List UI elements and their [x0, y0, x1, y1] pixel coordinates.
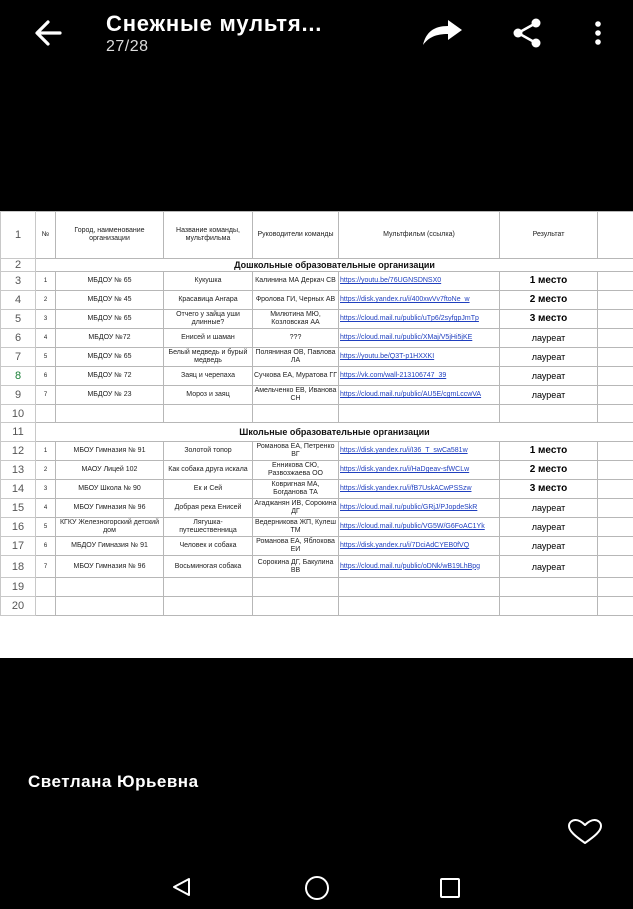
table-row [1, 556, 633, 578]
cell-num: 1 [36, 442, 56, 461]
empty-cell [253, 405, 339, 423]
cell-organization: МБОУ Гимназия № 91 [56, 442, 164, 461]
cell-leaders: Сучкова ЕА, Муратова ГГ [253, 367, 339, 386]
row-number: 15 [1, 499, 36, 518]
cell-num: 4 [36, 329, 56, 348]
header-cartoon: Мультфильм (ссылка) [339, 212, 500, 259]
caption-author: Светлана Юрьевна [28, 772, 199, 791]
cartoon-link[interactable]: https://disk.yandex.ru/i/fB7UskACwPSSzw [339, 480, 500, 499]
row-number: 11 [1, 423, 36, 442]
triangle-back-icon [170, 876, 192, 898]
row-number: 6 [1, 329, 36, 348]
cell-organization: МБДОУ № 65 [56, 310, 164, 329]
cell-organization: КГКУ Железногорский детский дом [56, 518, 164, 537]
empty-cell [500, 578, 598, 597]
cell-team: Мороз и заяц [164, 386, 253, 405]
cell-result: 1 место [500, 272, 598, 291]
cell-team: Заяц и черепаха [164, 367, 253, 386]
cell-num: 2 [36, 291, 56, 310]
back-button[interactable] [30, 16, 70, 50]
row-number: 18 [1, 556, 36, 578]
cell-organization: МБДОУ № 65 [56, 348, 164, 367]
row-number: 9 [1, 386, 36, 405]
cell-result: 3 место [500, 310, 598, 329]
empty-cell [598, 461, 633, 480]
cell-organization: МБДОУ № 65 [56, 272, 164, 291]
cartoon-link[interactable]: https://disk.yandex.ru/i/7DciAdCYEB0fVQ [339, 537, 500, 556]
cell-num: 2 [36, 461, 56, 480]
empty-cell [598, 499, 633, 518]
square-recent-icon [439, 877, 461, 899]
results-table [0, 211, 633, 616]
cell-leaders: Милютина МЮ, Козловская АА [253, 310, 339, 329]
row-number: 7 [1, 348, 36, 367]
table-row [1, 499, 633, 518]
empty-cell [500, 405, 598, 423]
cell-result: 2 место [500, 291, 598, 310]
empty-cell [598, 518, 633, 537]
cell-result: 3 место [500, 480, 598, 499]
share-button[interactable] [510, 16, 544, 50]
empty-cell [339, 578, 500, 597]
row-number: 13 [1, 461, 36, 480]
cell-num: 7 [36, 386, 56, 405]
row-number: 14 [1, 480, 36, 499]
cell-num: 6 [36, 367, 56, 386]
empty-cell [253, 597, 339, 616]
empty-cell [598, 348, 633, 367]
cell-leaders: Фролова ГИ, Черных АВ [253, 291, 339, 310]
cell-leaders: Калинина МА Деркач СВ [253, 272, 339, 291]
spreadsheet-photo[interactable] [0, 211, 633, 658]
table-row [1, 442, 633, 461]
table-row [1, 423, 633, 442]
cell-leaders: Поляниная ОВ, Павлова ЛА [253, 348, 339, 367]
row-number: 8 [1, 367, 36, 386]
table-row [1, 578, 633, 597]
nav-recent-apps-button[interactable] [439, 877, 461, 899]
share-icon [510, 16, 544, 50]
cell-num: 3 [36, 310, 56, 329]
empty-cell [36, 597, 56, 616]
empty-cell [598, 442, 633, 461]
cell-num: 6 [36, 537, 56, 556]
cartoon-link[interactable]: https://cloud.mail.ru/public/XMaj/V5jHi5jKE [339, 329, 500, 348]
cell-result: лауреат [500, 537, 598, 556]
cell-result: 1 место [500, 442, 598, 461]
cell-result: лауреат [500, 499, 598, 518]
table-row [1, 405, 633, 423]
empty-cell [56, 405, 164, 423]
empty-cell [253, 578, 339, 597]
arrow-left-icon [30, 16, 70, 50]
table-row [1, 480, 633, 499]
header-leaders: Руководители команды [253, 212, 339, 259]
table-row [1, 310, 633, 329]
cell-team: Ек и Сей [164, 480, 253, 499]
empty-cell [36, 405, 56, 423]
like-button[interactable] [566, 818, 604, 846]
empty-cell [598, 480, 633, 499]
table-row [1, 291, 633, 310]
table-row [1, 212, 633, 259]
row-number: 3 [1, 272, 36, 291]
empty-cell [164, 405, 253, 423]
cell-team: Золотой топор [164, 442, 253, 461]
empty-cell [339, 597, 500, 616]
empty-cell [598, 272, 633, 291]
cell-team: Кукушка [164, 272, 253, 291]
row-number: 19 [1, 578, 36, 597]
cell-team: Как собака друга искала [164, 461, 253, 480]
table-row [1, 518, 633, 537]
empty-cell [598, 291, 633, 310]
cartoon-link[interactable]: https://youtu.be/76UGNSDNSX0 [339, 272, 500, 291]
album-title: Снежные мультя... [106, 11, 323, 36]
cell-team: Енисей и шаман [164, 329, 253, 348]
cell-organization: МБОУ Гимназия № 96 [56, 499, 164, 518]
cell-leaders: ??? [253, 329, 339, 348]
cell-num: 7 [36, 556, 56, 578]
header-num: № [36, 212, 56, 259]
cell-organization: МБДОУ №72 [56, 329, 164, 348]
cell-organization: МАОУ Лицей 102 [56, 461, 164, 480]
cell-num: 1 [36, 272, 56, 291]
cell-team: Белый медведь и бурый медведь [164, 348, 253, 367]
table-row [1, 386, 633, 405]
cell-result: лауреат [500, 348, 598, 367]
forward-arrow-icon [420, 18, 466, 48]
cartoon-link[interactable]: https://youtu.be/Q3T-p1HXXKI [339, 348, 500, 367]
cell-leaders: Агаджанян ИВ, Сорокина ДГ [253, 499, 339, 518]
empty-cell [598, 367, 633, 386]
row-number: 5 [1, 310, 36, 329]
cell-organization: МБДОУ № 72 [56, 367, 164, 386]
row-number: 17 [1, 537, 36, 556]
empty-cell [598, 537, 633, 556]
table-row [1, 329, 633, 348]
cartoon-link[interactable]: https://vk.com/wall-213106747_39 [339, 367, 500, 386]
cell-result: лауреат [500, 556, 598, 578]
system-navigation-bar [0, 860, 633, 909]
cell-leaders: Ковригная МА, Богданова ТА [253, 480, 339, 499]
table-row [1, 537, 633, 556]
cell-num: 3 [36, 480, 56, 499]
table-row [1, 259, 633, 272]
cell-team: Восьминогая собака [164, 556, 253, 578]
cartoon-link[interactable]: https://disk.yandex.ru/i/400xwVv7ftoNe_w [339, 291, 500, 310]
header-team: Название команды, мультфильма [164, 212, 253, 259]
empty-cell [598, 556, 633, 578]
cartoon-link[interactable]: https://disk.yandex.ru/i/I36_T_swCa581w [339, 442, 500, 461]
cell-leaders: Ведерникова ЖП, Кулеш ТМ [253, 518, 339, 537]
empty-cell [56, 578, 164, 597]
row-number: 10 [1, 405, 36, 423]
cell-result: лауреат [500, 329, 598, 348]
cartoon-link[interactable]: https://cloud.mail.ru/public/uTp6/2syfgpJmTp [339, 310, 500, 329]
table-row [1, 367, 633, 386]
nav-back-button[interactable] [170, 876, 192, 898]
section-heading-school: Школьные образовательные организации [36, 423, 633, 442]
cartoon-link[interactable]: https://disk.yandex.ru/i/HaDgeav-sfWCLw [339, 461, 500, 480]
empty-cell [164, 578, 253, 597]
empty-cell [500, 597, 598, 616]
empty-cell [598, 386, 633, 405]
table-row [1, 348, 633, 367]
cell-result: 2 место [500, 461, 598, 480]
row-number: 16 [1, 518, 36, 537]
empty-cell [598, 405, 633, 423]
cartoon-link[interactable]: https://cloud.mail.ru/public/oDNk/wB19LhBpg [339, 556, 500, 578]
circle-home-icon [304, 875, 330, 901]
cell-organization: МБДОУ № 45 [56, 291, 164, 310]
cell-leaders: Сорокина ДГ, Бакулина ВВ [253, 556, 339, 578]
cell-organization: МБОУ Гимназия № 96 [56, 556, 164, 578]
cell-num: 5 [36, 518, 56, 537]
empty-cell [164, 597, 253, 616]
table-row [1, 461, 633, 480]
row-number: 1 [1, 212, 36, 259]
cell-leaders: Романова ЕА, Петренко ВГ [253, 442, 339, 461]
empty-cell [598, 212, 633, 259]
section-heading-preschool: Дошкольные образовательные организации [36, 259, 633, 272]
row-number: 2 [1, 259, 36, 272]
header-city: Город, наименование организации [56, 212, 164, 259]
top-app-bar [0, 0, 633, 70]
cell-organization: МБДОУ Гимназия № 91 [56, 537, 164, 556]
nav-home-button[interactable] [304, 875, 330, 901]
empty-cell [598, 578, 633, 597]
empty-cell [598, 329, 633, 348]
table-row [1, 272, 633, 291]
empty-cell [339, 405, 500, 423]
cartoon-link[interactable]: https://cloud.mail.ru/public/AU5E/cgmLccwVA [339, 386, 500, 405]
cell-organization: МБОУ Школа № 90 [56, 480, 164, 499]
forward-button[interactable] [420, 18, 466, 48]
empty-cell [36, 578, 56, 597]
cell-result: лауреат [500, 518, 598, 537]
cell-team: Добрая река Енисей [164, 499, 253, 518]
cartoon-link[interactable]: https://cloud.mail.ru/public/GRjJ/PJopdeSkR [339, 499, 500, 518]
cell-leaders: Амельченко ЕВ, Иванова СН [253, 386, 339, 405]
cell-leaders: Енникова СЮ, Развозжаева ОО [253, 461, 339, 480]
cell-team: Отчего у зайца уши длинные? [164, 310, 253, 329]
empty-cell [598, 597, 633, 616]
header-result: Результат [500, 212, 598, 259]
cell-num: 5 [36, 348, 56, 367]
table-row [1, 597, 633, 616]
cell-result: лауреат [500, 367, 598, 386]
empty-cell [56, 597, 164, 616]
row-number: 12 [1, 442, 36, 461]
empty-cell [598, 310, 633, 329]
cell-organization: МБДОУ № 23 [56, 386, 164, 405]
image-counter: 27/28 [106, 38, 149, 55]
more-vertical-icon [588, 18, 608, 48]
cell-num: 4 [36, 499, 56, 518]
row-number: 20 [1, 597, 36, 616]
heart-outline-icon [566, 818, 604, 846]
cell-leaders: Романова ЕА, Яблокова ЕИ [253, 537, 339, 556]
cartoon-link[interactable]: https://cloud.mail.ru/public/VG5W/G6FoAC1Yk [339, 518, 500, 537]
more-options-button[interactable] [588, 18, 608, 48]
cell-result: лауреат [500, 386, 598, 405]
row-number: 4 [1, 291, 36, 310]
cell-team: Красавица Ангара [164, 291, 253, 310]
cell-team: Лягушка-путешественница [164, 518, 253, 537]
cell-team: Человек и собака [164, 537, 253, 556]
